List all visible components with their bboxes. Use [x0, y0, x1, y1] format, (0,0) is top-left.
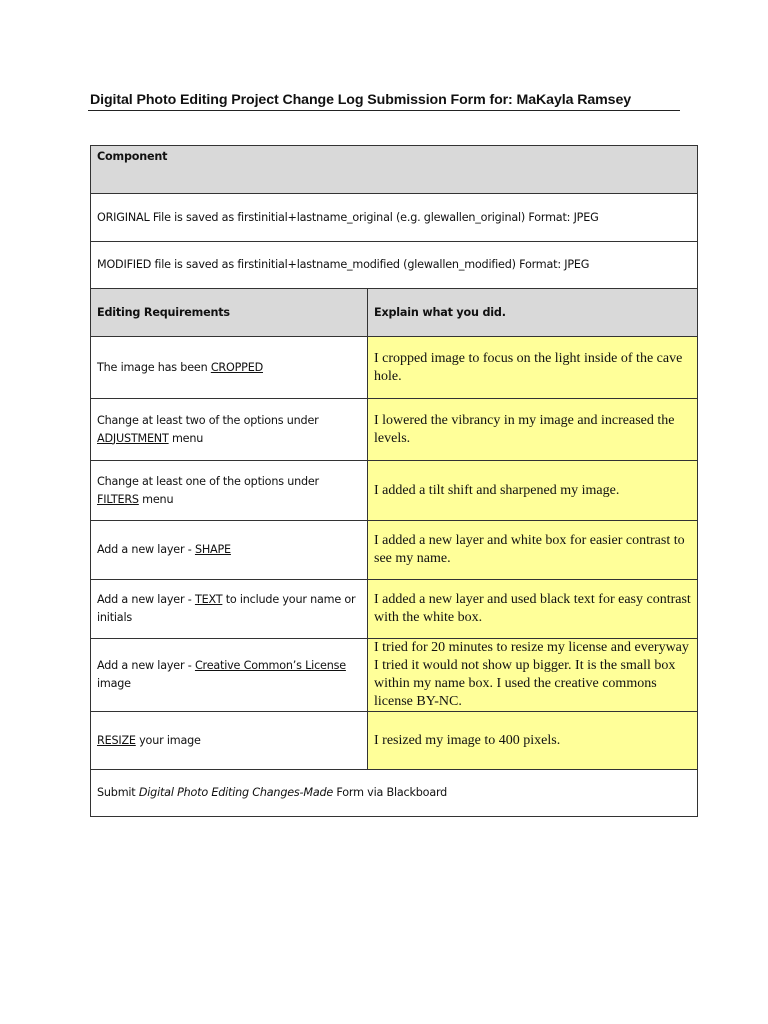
- original-file-row: [91, 194, 698, 242]
- requirement-keyword: Creative Common’s License: [194, 659, 346, 672]
- submit-text: Submit: [97, 786, 139, 799]
- table-row: [91, 399, 698, 461]
- answer-cell: I added a tilt shift and sharpened my image.: [368, 461, 698, 521]
- requirement-keyword: TEXT: [194, 593, 223, 606]
- requirement-cell: [91, 639, 368, 712]
- table-row: [91, 639, 698, 712]
- title-underline: [88, 110, 680, 111]
- original-file-requirement: ORIGINAL File is saved as firstinitial+lastname_original (e.g. glewallen_original) Format: JPEG: [91, 194, 698, 242]
- submit-row: [91, 770, 698, 817]
- requirement-keyword: FILTERS: [97, 492, 139, 506]
- requirement-cell: [91, 461, 368, 521]
- requirement-cell: [91, 712, 368, 770]
- component-header: Component: [91, 146, 698, 194]
- modified-file-row: [91, 242, 698, 289]
- requirement-text: Change at least two of the options under: [97, 413, 319, 427]
- answer-cell: I added a new layer and used black text for easy contrast with the white box.: [368, 580, 698, 639]
- requirement-keyword: SHAPE: [194, 543, 231, 556]
- column-header-row: [91, 289, 698, 337]
- answer-cell: I added a new layer and white box for easier contrast to see my name.: [368, 521, 698, 580]
- modified-file-requirement: MODIFIED file is saved as firstinitial+lastname_modified (glewallen_modified) Format: JPEG: [91, 242, 698, 289]
- component-header-row: [91, 146, 698, 194]
- editing-requirements-header: Editing Requirements: [91, 289, 368, 337]
- requirement-cell: [91, 399, 368, 461]
- requirement-keyword: RESIZE: [97, 733, 136, 747]
- answer-cell: I cropped image to focus on the light inside of the cave hole.: [368, 337, 698, 399]
- requirement-cell: [91, 521, 368, 580]
- requirement-text: to include your name or initials: [97, 593, 356, 624]
- answer-cell: I resized my image to 400 pixels.: [368, 712, 698, 770]
- requirement-cell: [91, 580, 368, 639]
- requirement-text: Add a new layer -: [97, 593, 195, 606]
- submit-instruction: [91, 770, 698, 817]
- requirement-keyword: ADJUSTMENT: [97, 431, 169, 445]
- requirement-text: The image has been: [97, 360, 211, 374]
- submit-text: Form via Blackboard: [333, 786, 448, 799]
- table-row: [91, 461, 698, 521]
- table-row: [91, 580, 698, 639]
- table-row: [91, 337, 698, 399]
- table-row: [91, 712, 698, 770]
- requirement-text: Add a new layer -: [97, 543, 195, 556]
- change-log-table: [90, 145, 698, 817]
- form-title: Digital Photo Editing Project Change Log Submission Form for: MaKayla Ramsey: [90, 92, 632, 108]
- table-row: [91, 521, 698, 580]
- requirement-text: Add a new layer -: [97, 659, 195, 672]
- requirement-text: image: [97, 677, 131, 690]
- requirement-text: menu: [168, 431, 204, 445]
- explain-header: Explain what you did.: [368, 289, 698, 337]
- answer-cell: I tried for 20 minutes to resize my license and everyway I tried it would not show up bigger. It is the small box within my name box. I used the creative commons license BY-NC.: [368, 639, 698, 712]
- requirement-keyword: CROPPED: [210, 360, 263, 374]
- submit-form-name: Digital Photo Editing Changes-Made: [138, 786, 334, 799]
- requirement-text: menu: [138, 492, 174, 506]
- answer-cell: I lowered the vibrancy in my image and increased the levels.: [368, 399, 698, 461]
- requirement-text: your image: [135, 733, 201, 747]
- requirement-text: Change at least one of the options under: [97, 474, 319, 488]
- requirement-cell: [91, 337, 368, 399]
